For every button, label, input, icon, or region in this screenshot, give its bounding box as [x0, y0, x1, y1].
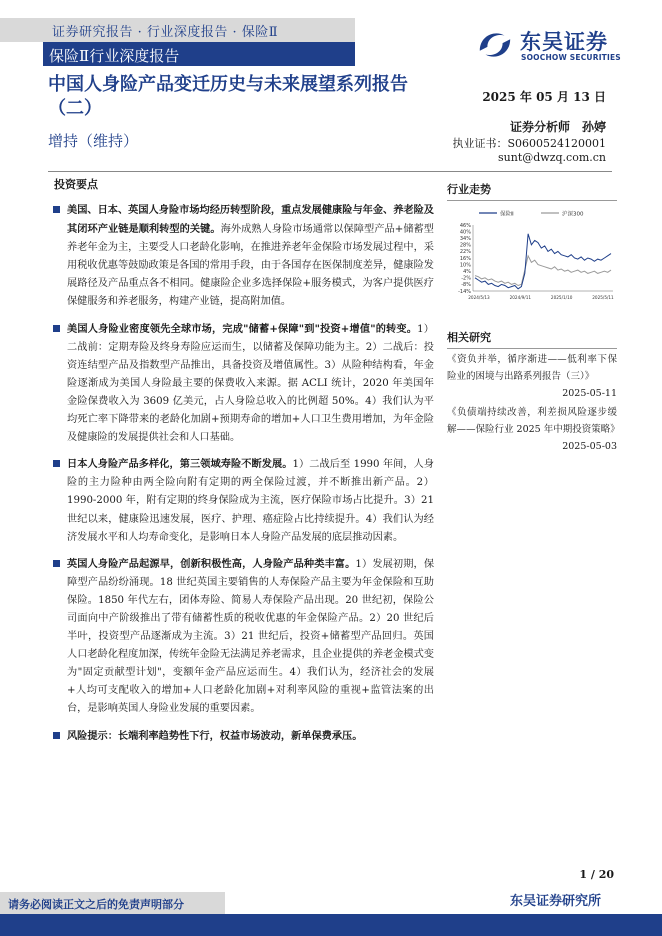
y-tick-label: 40%	[459, 229, 471, 236]
header-divider	[48, 171, 612, 172]
logo-mark-icon	[476, 26, 514, 64]
report-title: 中国人身险产品变迁历史与未来展望系列报告（二）	[48, 74, 408, 119]
trend-title: 行业走势	[447, 183, 491, 196]
page-number: 1 / 20	[579, 868, 614, 881]
bullet-square-icon	[53, 325, 60, 332]
x-tick-label: 2024/5/13	[468, 295, 490, 300]
series-line	[475, 234, 611, 289]
x-tick-label: 2024/9/11	[509, 295, 532, 300]
bullet-lead: 日本人身险产品多样化，第三领域寿险不断发展。	[67, 458, 293, 471]
bullet-item	[48, 201, 434, 312]
sidebar	[447, 175, 620, 455]
related-divider	[447, 348, 617, 349]
summary-section	[48, 175, 434, 754]
section-title: 投资要点	[54, 178, 98, 191]
related-title: 相关研究	[447, 331, 491, 344]
y-tick-label: -14%	[458, 288, 471, 295]
trend-chart-svg	[447, 207, 617, 307]
breadcrumb: 证券研究报告 · 行业深度报告 · 保险Ⅱ	[52, 25, 279, 40]
related-report-title[interactable]: 《负债端持续改善，利差损风险逐步缓解——保险行业 2025 年中期投资策略》	[447, 407, 620, 435]
bullet-item	[48, 555, 434, 719]
bullet-item	[48, 455, 434, 546]
category-label: 保险Ⅱ行业深度报告	[49, 47, 180, 65]
brand-logo	[476, 24, 626, 66]
category-banner	[43, 42, 355, 66]
logo-text-en: SOOCHOW SECURITIES	[521, 53, 621, 62]
disclaimer-banner	[0, 892, 225, 914]
y-tick-label: 28%	[459, 242, 471, 249]
bullet-body: 海外成熟人身险市场通常以保障型产品+储蓄型养老年金为主，主要受人口老龄化影响，在推进养老年金保险市场发展过程中，采用税收优惠等鼓励政策是各国的常用手段，由于各国存在医保制度差异，健康险发展路径及产品重点各不相同。健康险企业多选择保险+服务模式，为客户提供医疗保健服务和养老服务，构建产业链，提高附加值。	[67, 224, 434, 308]
related-report-title[interactable]: 《资负并举，循序渐进——低利率下保险业的困境与出路系列报告（三）》	[447, 354, 617, 382]
bullet-square-icon	[53, 732, 60, 739]
bullet-item	[48, 320, 434, 448]
bullet-square-icon	[53, 206, 60, 213]
breadcrumb-banner	[0, 18, 355, 42]
bullet-lead: 美国人身险业密度领先全球市场，完成"储蓄+保障"到"投资+增值"的转变。	[67, 322, 418, 335]
y-tick-label: 10%	[459, 262, 471, 269]
series-line	[475, 256, 611, 286]
bullet-body: 1）发展初期，保障型产品纷纷涌现。18 世纪英国主要销售的人寿保险产品主要为年金保险和互助保险。1850 年代左右，团体寿险、简易人寿保险产品出现。20 世纪初，保险公司面向中产阶级推出了带有储蓄性质的税收优惠的年金保险产品。2）20 世纪后半叶，投资型产品逐渐成为主流。3）21 世纪后，投资+储蓄型产品回归。英国人口老龄化程度加深，传统年金险无法满足养老需求，且企业提供的养老金模式变为"固定贡献型计划"，变额年金产品应运而生。4）我们认为，经济社会的发展+人均可支配收入的增加+人口老龄化加剧+对利率风险的重视+监管法案的出台，是影响英国人身险业发展的重要因素。	[67, 558, 435, 715]
y-tick-label: 46%	[459, 222, 471, 229]
y-tick-label: 34%	[459, 236, 471, 242]
report-date: 2025 年 05 月 13 日	[482, 90, 606, 104]
legend-label: 沪深300	[562, 211, 584, 218]
disclaimer-text: 请务必阅读正文之后的免责声明部分	[8, 898, 184, 911]
x-tick-label: 2025/5/11	[592, 295, 614, 300]
y-tick-label: 4%	[463, 269, 471, 275]
bullet-body: 1）二战后至 1990 年间，人身险的主力险种由两全险向附有定期的两全保险过渡，并不断推出新产品。2）1990-2000 年，附有定期的终身保险成为主流，医疗保险市场占比提升。3）21 世纪以来，健康险迅速发展，医疗、护理、癌症险占比持续提升。4）我们认为经济发展水平和人均寿命变化，是影响日本人身险产品发展的底层推动因素。	[67, 459, 435, 543]
bullet-lead: 风险提示：长端利率趋势性下行，权益市场波动，新单保费承压。	[67, 729, 363, 742]
bullet-lead: 英国人身险产品起源早，创新积极性高，人身险产品种类丰富。	[67, 557, 356, 570]
bullet-item	[48, 727, 434, 746]
bullet-lead: 美国、日本、英国人身险市场均经历转型阶段，重点发展健康险与年金、养老险及其闭环产业链是顺利转型的关键。	[67, 204, 434, 236]
analyst-cert: 执业证书：S0600524120001	[452, 137, 606, 150]
y-tick-label: 22%	[459, 249, 471, 256]
y-tick-label: -2%	[461, 275, 471, 282]
footer-org: 东吴证券研究所	[510, 894, 602, 909]
related-report-date: 2025-05-03	[562, 441, 617, 452]
x-tick-label: 2025/1/10	[550, 295, 573, 300]
bullet-body: 1）二战前：定期寿险及终身寿险应运而生，以储蓄及保障功能为主。2）二战后：投资连结型产品及指数型产品推出，具备投资及增值属性。3）从险种结构看，年金险逐渐成为美国人身险最主要的保费收入来源。据 ACLI 统计，2020 年美国年金险保费收入为 3609 亿美元，占人身险总收入的比例超 50%。4）我们认为平均死亡率下降带来的老龄化加剧+预期寿命的增加+人口卫生费用增加，为年金险及健康险的发展提供社会和人口基础。	[67, 323, 434, 444]
footer-bar	[0, 914, 662, 936]
legend-label: 保险Ⅱ	[500, 211, 514, 218]
y-tick-label: -8%	[461, 282, 471, 289]
bullet-square-icon	[53, 460, 60, 467]
bullet-square-icon	[53, 560, 60, 567]
analyst-name: 证券分析师 孙婷	[509, 120, 606, 134]
trend-divider	[447, 200, 617, 201]
y-tick-label: 16%	[459, 255, 471, 262]
related-report-date: 2025-05-11	[562, 388, 617, 399]
analyst-email[interactable]: sunt@dwzq.com.cn	[498, 151, 606, 164]
logo-text-cn: 东吴证券	[520, 30, 608, 54]
trend-chart	[447, 207, 617, 307]
rating-label: 增持（维持）	[48, 132, 139, 150]
